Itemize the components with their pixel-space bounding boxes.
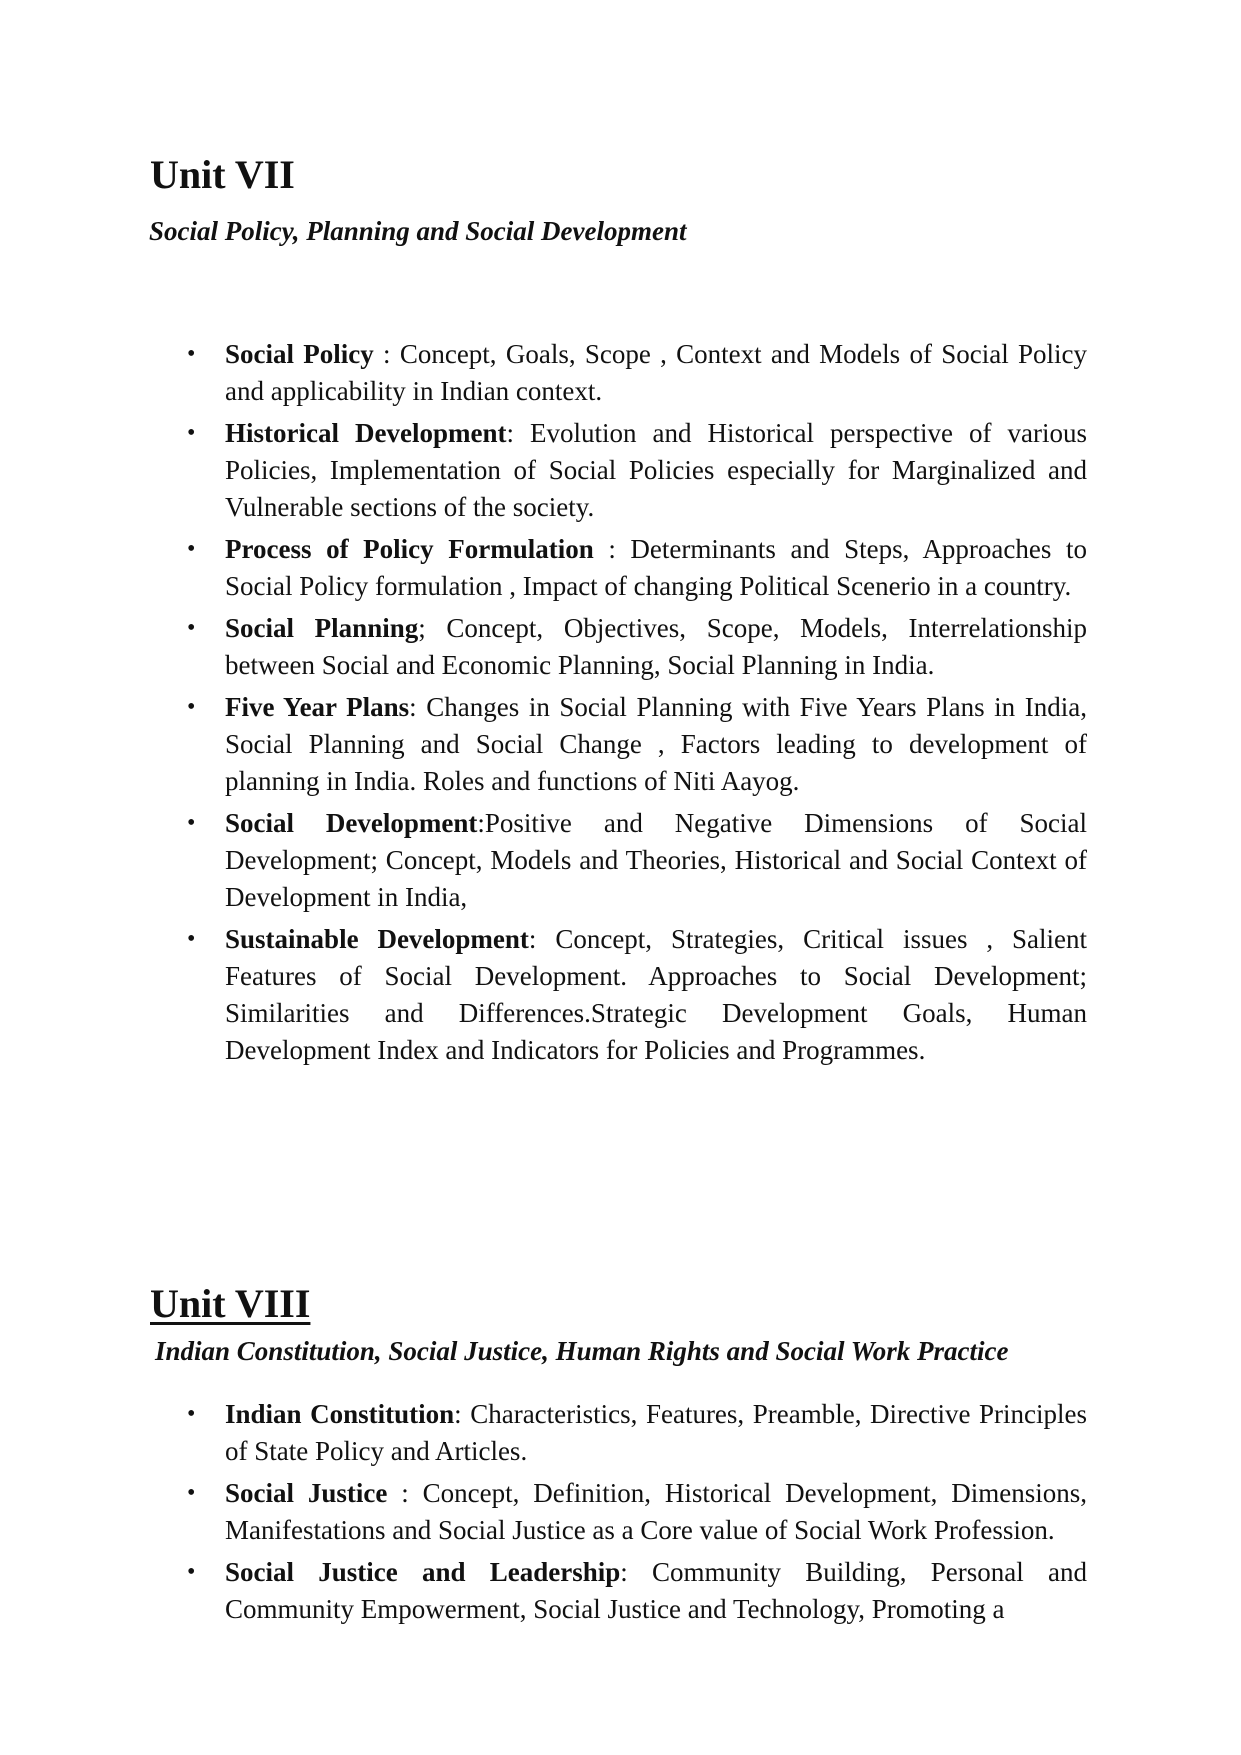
topic-social-policy (225, 336, 1087, 410)
topic-five-year-plans (225, 689, 1087, 800)
topic-social-planning (225, 610, 1087, 684)
unit-viii-title: Unit VIII (150, 1281, 311, 1326)
topic-term: Five Year Plans (225, 692, 410, 722)
topic-term: Sustainable Development (225, 924, 529, 954)
topic-social-justice (225, 1475, 1087, 1549)
topic-text: : Community Building, Personal and Community Empowerment, Social Justice and Technology, Promoting a (225, 1557, 1088, 1624)
topic-social-justice-leadership (225, 1554, 1087, 1628)
unit-vii-topic-list (0, 336, 1087, 1074)
topic-term: Social Policy (225, 339, 374, 369)
topic-term: Process of Policy Formulation (225, 534, 594, 564)
topic-text: : Concept, Goals, Scope , Context and Models of Social Policy and applicability in Indian context. (225, 339, 1087, 406)
unit-viii-topic-list (0, 1396, 1087, 1633)
topic-social-development (225, 805, 1087, 916)
topic-text: : Characteristics, Features, Preamble, Directive Principles of State Policy and Articles. (225, 1399, 1088, 1466)
topic-text: : Changes in Social Planning with Five Years Plans in India, Social Planning and Social Change , Factors leading to development of planning in India. Roles and functions of Niti Aayog. (225, 692, 1087, 796)
topic-text: : Determinants and Steps, Approaches to Social Policy formulation , Impact of changing Political Scenerio in a country. (225, 534, 1087, 601)
topic-text: : Concept, Strategies, Critical issues , Salient Features of Social Development. Approaches to Social Development; Similarities and Differences.Strategic Development Goals, Human Development Index and Indicators for Policies and Programmes. (225, 924, 1087, 1065)
topic-text: ; Concept, Objectives, Scope, Models, Interrelationship between Social and Economic Planning, Social Planning in India. (225, 613, 1087, 680)
topic-historical-development (225, 415, 1087, 526)
topic-indian-constitution (225, 1396, 1087, 1470)
topic-term: Social Development (225, 808, 478, 838)
topic-policy-formulation (225, 531, 1087, 605)
topic-text: :Positive and Negative Dimensions of Social Development; Concept, Models and Theories, Historical and Social Context of Development in India, (225, 808, 1087, 912)
unit-vii-title: Unit VII (150, 152, 295, 197)
topic-term: Social Justice and Leadership (225, 1557, 621, 1587)
topic-sustainable-development (225, 921, 1087, 1069)
unit-viii-subtitle: Indian Constitution, Social Justice, Human Rights and Social Work Practice (155, 1336, 1009, 1366)
topic-text: : Evolution and Historical perspective of various Policies, Implementation of Social Policies especially for Marginalized and Vulnerable sections of the society. (225, 418, 1087, 522)
topic-term: Historical Development (225, 418, 507, 448)
topic-term: Social Planning (225, 613, 419, 643)
topic-text: : Concept, Definition, Historical Development, Dimensions, Manifestations and Social Justice as a Core value of Social Work Profession. (225, 1478, 1087, 1545)
topic-term: Social Justice (225, 1478, 388, 1508)
topic-term: Indian Constitution (225, 1399, 455, 1429)
unit-vii-subtitle: Social Policy, Planning and Social Development (149, 216, 687, 246)
